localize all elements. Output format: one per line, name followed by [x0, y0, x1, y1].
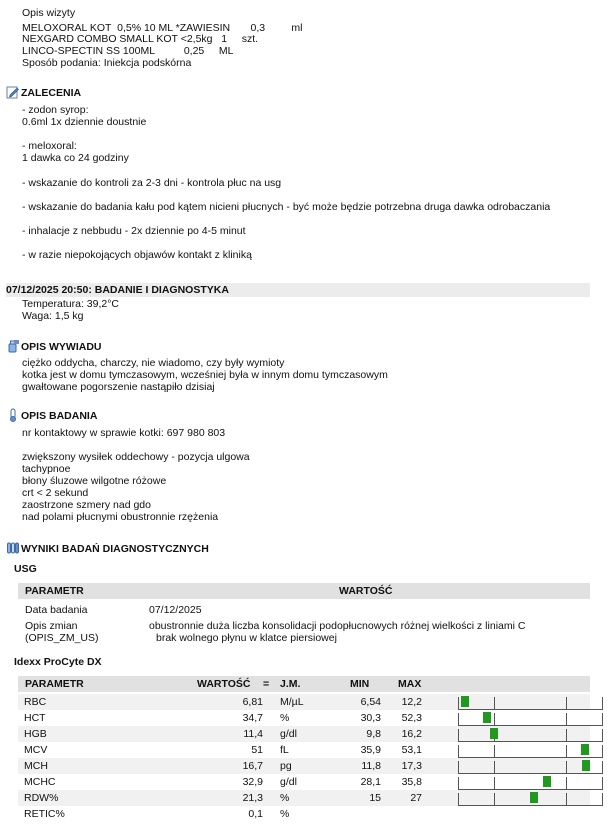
range-tick — [458, 793, 459, 805]
range-marker — [582, 760, 590, 771]
range-tick — [494, 745, 495, 757]
exam-line: tachypnoe — [22, 463, 71, 475]
exam-line: nad polami płucnymi obustronnie rzężenia — [22, 511, 219, 523]
param-cell: RBC — [24, 696, 47, 708]
procyte-col-unit: J.M. — [280, 678, 301, 690]
history-heading — [6, 339, 102, 353]
procyte-col-min: MIN — [350, 678, 370, 690]
recommendation-line: - zodon syrop: — [22, 104, 89, 116]
usg-label: USG — [14, 563, 37, 575]
param-cell: RETIC% — [24, 808, 65, 820]
range-tick — [602, 777, 603, 789]
value-cell: 11,4 — [243, 728, 263, 740]
recommendation-line: - wskazanie do badania kału pod kątem nicieni płucnych - być może będzie potrzebna druga dawka odrobaczania — [22, 201, 551, 213]
max-cell: 52,3 — [401, 712, 422, 724]
unit-cell: % — [280, 712, 290, 724]
history-line: ciężko oddycha, charczy, nie wiadomo, czy były wymioty — [22, 357, 285, 369]
max-cell: 53,1 — [401, 744, 422, 756]
recommendation-line: - inhalacje z nebbudu - 2x dziennie po 4-5 minut — [22, 225, 246, 237]
unit-cell: % — [280, 792, 290, 804]
range-indicator — [458, 744, 603, 758]
unit-cell: g/dl — [280, 728, 297, 740]
range-tick — [458, 697, 459, 709]
min-cell: 11,8 — [361, 760, 381, 772]
range-tick — [494, 713, 495, 725]
procyte-col-value: WARTOŚĆ — [197, 678, 251, 690]
range-marker — [543, 776, 551, 787]
procyte-row — [18, 726, 590, 742]
range-tick — [602, 745, 603, 757]
procyte-col-param: PARAMETR — [25, 678, 84, 690]
procyte-col-max: MAX — [398, 678, 422, 690]
param-cell: RDW% — [24, 792, 59, 804]
bottle-icon — [6, 339, 20, 353]
range-indicator — [458, 792, 603, 806]
usg-col-param: PARAMETR — [25, 585, 84, 597]
range-indicator — [458, 760, 603, 774]
min-cell: 28,1 — [360, 776, 381, 788]
range-tick — [566, 793, 567, 805]
range-indicator — [458, 712, 603, 726]
range-tick — [458, 713, 459, 725]
unit-cell: M/µL — [280, 696, 304, 708]
min-cell: 9,8 — [366, 728, 381, 740]
value-cell: 32,9 — [242, 776, 263, 788]
range-marker — [490, 728, 498, 739]
recommendations-title: ZALECENIA — [21, 87, 82, 99]
range-tick — [494, 697, 495, 709]
range-tick — [566, 729, 567, 741]
max-cell: 35,8 — [401, 776, 422, 788]
range-marker — [530, 792, 538, 803]
recommendation-line: - w razie niepokojących objawów kontakt z kliniką — [22, 249, 252, 261]
range-tick — [566, 777, 567, 789]
thermometer-icon — [6, 408, 20, 422]
procyte-label: Idexx ProCyte DX — [14, 656, 102, 668]
exam-line: zwiększony wysiłek oddechowy - pozycja ulgowa — [22, 451, 250, 463]
param-cell: MCV — [24, 744, 48, 756]
usg-opis-code: (OPIS_ZM_US) — [25, 632, 99, 644]
param-cell: MCH — [24, 760, 48, 772]
range-tick — [494, 777, 495, 789]
range-marker — [461, 696, 469, 707]
max-cell: 27 — [410, 792, 422, 804]
procyte-row — [18, 806, 590, 822]
value-cell: 0,1 — [248, 808, 263, 820]
exam-line: błony śluzowe wilgotne różowe — [22, 475, 167, 487]
usg-opis-value: brak wolnego płynu w klatce piersiowej — [156, 632, 337, 644]
test-tubes-icon — [6, 541, 20, 555]
value-cell: 51 — [251, 744, 263, 756]
weight-line: Waga: 1,5 kg — [22, 310, 84, 322]
unit-cell: g/dl — [280, 776, 297, 788]
route-line: Sposób podania: Iniekcja podskórna — [22, 57, 192, 69]
range-tick — [602, 729, 603, 741]
procyte-row — [18, 758, 590, 774]
range-tick — [602, 713, 603, 725]
unit-cell: % — [280, 808, 290, 820]
range-tick — [602, 793, 603, 805]
pencil-note-icon — [6, 85, 20, 99]
recommendation-line: 1 dawka co 24 godziny — [22, 152, 129, 164]
range-tick — [566, 713, 567, 725]
min-cell: 15 — [369, 792, 381, 804]
recommendation-line: 0.6ml 1x dziennie doustnie — [22, 116, 147, 128]
range-tick — [494, 761, 495, 773]
param-cell: HGB — [24, 728, 47, 740]
max-cell: 17,3 — [401, 760, 422, 772]
exam-line: nr kontaktowy w sprawie kotki: 697 980 803 — [22, 427, 226, 439]
value-cell: 16,7 — [242, 760, 263, 772]
unit-cell: fL — [280, 744, 289, 756]
visit-description-label: Opis wizyty — [22, 7, 76, 19]
recommendation-line: - wskazanie do kontroli za 2-3 dni - kontrola płuc na usg — [22, 177, 282, 189]
range-indicator — [458, 696, 603, 710]
exam-line: zaostrzone szmery nad gdo — [22, 499, 151, 511]
value-cell: 21,3 — [242, 792, 263, 804]
usg-col-value: WARTOŚĆ — [339, 585, 393, 597]
range-indicator — [458, 728, 603, 742]
procyte-row — [18, 742, 590, 758]
range-tick — [494, 793, 495, 805]
results-heading — [6, 541, 209, 555]
exam-heading-band — [6, 283, 590, 297]
range-tick — [566, 761, 567, 773]
param-cell: HCT — [24, 712, 46, 724]
med-line: MELOXORAL KOT 0,5% 10 ML *ZAWIESIN 0,3 ml — [22, 22, 303, 34]
range-tick — [458, 745, 459, 757]
recommendation-line: - meloxoral: — [22, 140, 77, 152]
procyte-row — [18, 694, 590, 710]
history-line: gwałtowane pogorszenie nastąpiło dzisiaj — [22, 381, 215, 393]
usg-opis-label: Opis zmian — [25, 620, 78, 632]
range-tick — [602, 761, 603, 773]
history-title: OPIS WYWIADU — [21, 341, 102, 353]
value-cell: 34,7 — [242, 712, 263, 724]
range-tick — [458, 777, 459, 789]
procyte-row — [18, 790, 590, 806]
exam-line: crt < 2 sekund — [22, 487, 89, 499]
usg-table-header — [18, 583, 590, 599]
procyte-row — [18, 774, 590, 790]
results-title: WYNIKI BADAŃ DIAGNOSTYCZNYCH — [21, 543, 209, 555]
min-cell: 30,3 — [360, 712, 381, 724]
range-marker — [581, 744, 589, 755]
range-tick — [566, 745, 567, 757]
value-cell: 6,81 — [242, 696, 263, 708]
usg-date-value: 07/12/2025 — [149, 604, 202, 616]
exam-description-heading — [6, 408, 97, 422]
exam-description-title: OPIS BADANIA — [21, 410, 98, 422]
min-cell: 35,9 — [360, 744, 381, 756]
procyte-col-eq: = — [263, 678, 270, 690]
med-line: LINCO-SPECTIN SS 100ML 0,25 ML — [22, 45, 234, 57]
unit-cell: pg — [280, 760, 292, 772]
max-cell: 12,2 — [401, 696, 422, 708]
recommendations-heading — [6, 85, 81, 99]
range-tick — [566, 697, 567, 709]
range-tick — [458, 729, 459, 741]
procyte-table-header — [18, 676, 590, 692]
range-tick — [458, 761, 459, 773]
med-line: NEXGARD COMBO SMALL KOT <2,5kg 1 szt. — [22, 33, 259, 45]
temperature-line: Temperatura: 39,2°C — [22, 298, 119, 310]
min-cell: 6,54 — [360, 696, 381, 708]
range-indicator — [458, 776, 603, 790]
range-marker — [483, 712, 491, 723]
param-cell: MCHC — [24, 776, 56, 788]
range-tick — [602, 697, 603, 709]
max-cell: 16,2 — [401, 728, 422, 740]
exam-heading: 07/12/2025 20:50: BADANIE I DIAGNOSTYKA — [6, 284, 229, 296]
usg-date-label: Data badania — [25, 604, 88, 616]
usg-opis-value: obustronnie duża liczba konsolidacji podopłucnowych różnej wielkości z liniami C — [149, 620, 526, 632]
procyte-row — [18, 710, 590, 726]
history-line: kotka jest w domu tymczasowym, wcześniej była w innym domu tymczasowym — [22, 369, 388, 381]
